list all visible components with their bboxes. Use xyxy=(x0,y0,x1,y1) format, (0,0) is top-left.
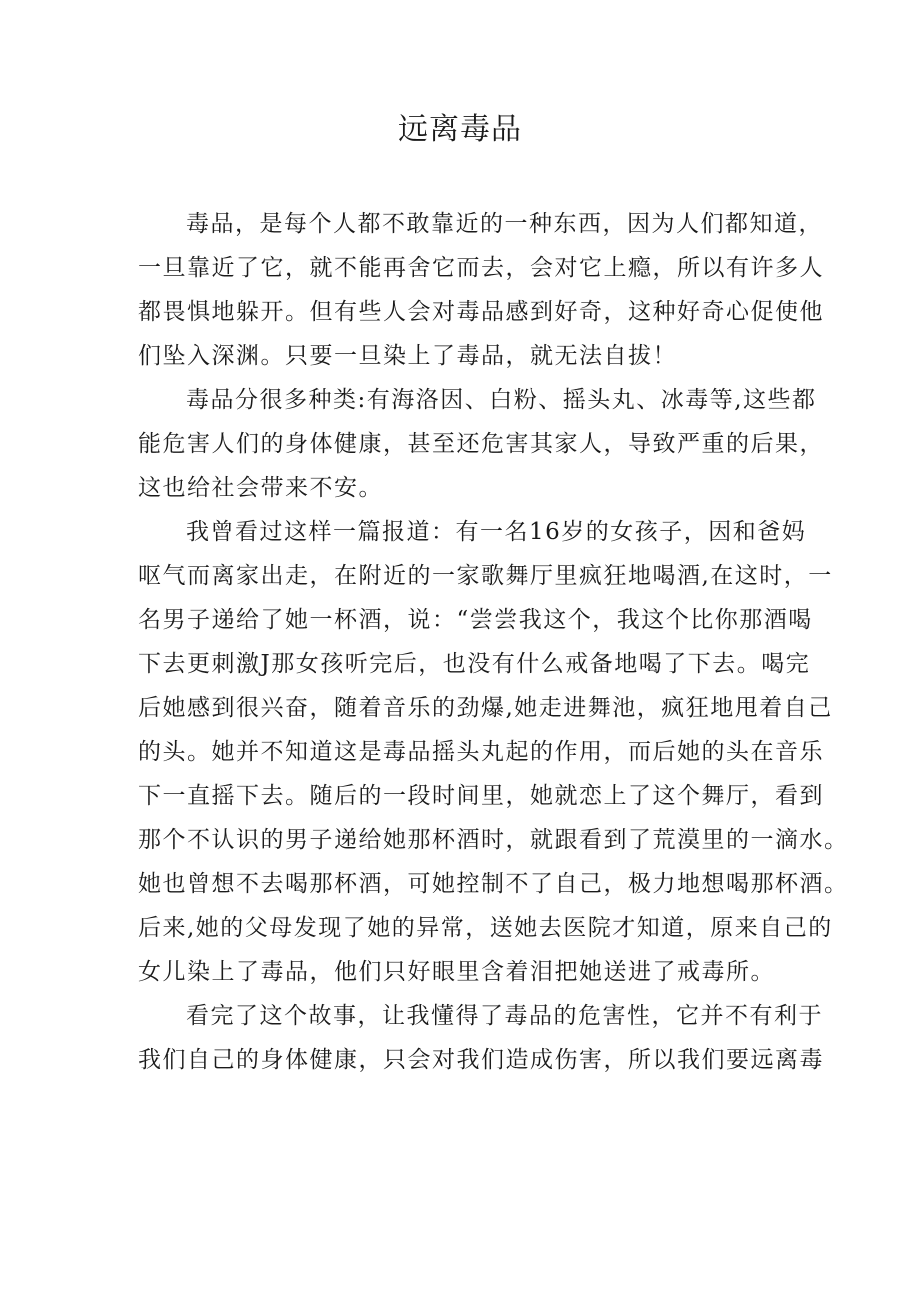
paragraph-line: 那个不认识的男子递给她那杯酒时，就跟看到了荒漠里的一滴水。 xyxy=(138,827,849,853)
paragraph-2 xyxy=(138,378,824,510)
paragraph-line: 后来,她的父母发现了她的异常，送她去医院才知道，原来自己的 xyxy=(138,915,833,941)
paragraph-line: 我曾看过这样一篇报道：有一名16岁的女孩子，因和爸妈 xyxy=(186,519,807,545)
paragraph-line: 能危害人们的身体健康，甚至还危害其家人，导致严重的后果， xyxy=(138,431,824,457)
paragraph-4 xyxy=(138,994,824,1082)
paragraph-line: 后她感到很兴奋，随着音乐的劲爆,她走进舞池，疯狂地甩着自己 xyxy=(138,695,833,721)
paragraph-line: 们坠入深渊。只要一旦染上了毒品，就无法自拔！ xyxy=(138,343,677,369)
paragraph-line: 这也给社会带来不安。 xyxy=(138,475,383,501)
paragraph-line: 下去更刺激J那女孩听完后，也没有什么戒备地喝了下去。喝完 xyxy=(138,651,811,677)
paragraph-line: 一旦靠近了它，就不能再舍它而去，会对它上瘾，所以有许多人 xyxy=(138,255,824,281)
paragraph-line: 我们自己的身体健康，只会对我们造成伤害，所以我们要远离毒 xyxy=(138,1047,824,1073)
paragraph-line: 毒品，是每个人都不敢靠近的一种东西，因为人们都知道， xyxy=(186,211,823,237)
paragraph-3 xyxy=(138,510,849,994)
paragraph-line: 名男子递给了她一杯酒，说：“尝尝我这个，我这个比你那酒喝 xyxy=(138,607,813,633)
paragraph-line: 呕气而离家出走，在附近的一家歌舞厅里疯狂地喝酒,在这时，一 xyxy=(138,563,833,589)
paragraph-1 xyxy=(138,202,824,378)
paragraph-line: 看完了这个故事，让我懂得了毒品的危害性，它并不有利于 xyxy=(186,1003,823,1029)
document-title: 远离毒品 xyxy=(398,112,522,147)
paragraph-line: 都畏惧地躲开。但有些人会对毒品感到好奇，这种好奇心促使他 xyxy=(138,299,824,325)
paragraph-line: 下一直摇下去。随后的一段时间里，她就恋上了这个舞厅，看到 xyxy=(138,783,824,809)
paragraph-line: 女儿染上了毒品，他们只好眼里含着泪把她送进了戒毒所。 xyxy=(138,959,775,985)
paragraph-line: 的头。她并不知道这是毒品摇头丸起的作用，而后她的头在音乐 xyxy=(138,739,824,765)
paragraph-line: 毒品分很多种类:有海洛因、白粉、摇头丸、冰毒等,这些都 xyxy=(186,387,817,413)
paragraph-line: 她也曾想不去喝那杯酒，可她控制不了自己，极力地想喝那杯酒。 xyxy=(138,871,849,897)
document-body xyxy=(138,202,849,1082)
